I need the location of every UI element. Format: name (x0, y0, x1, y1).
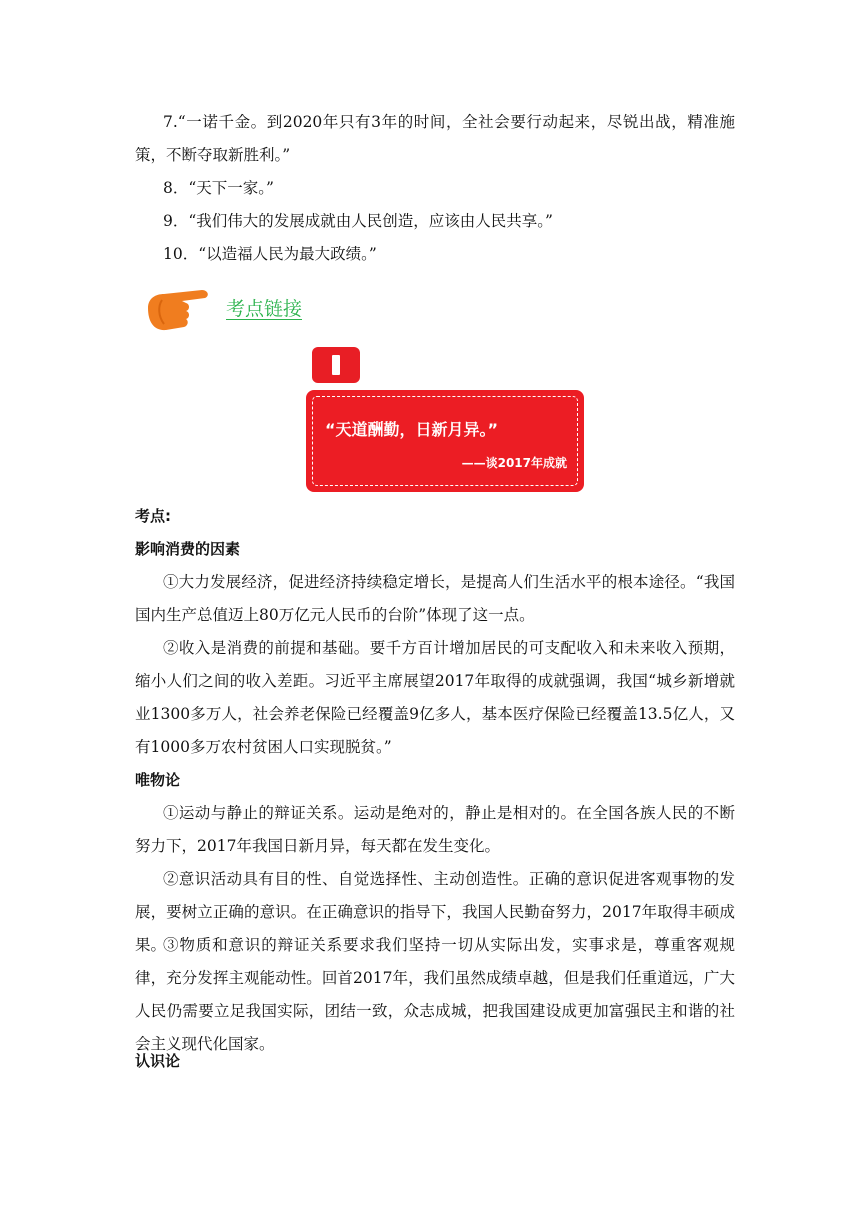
badge-glyph (332, 355, 340, 375)
banner-card (306, 390, 584, 492)
pointing-hand-icon (142, 286, 212, 332)
materialism-point-3: ③物质和意识的辩证关系要求我们坚持一切从实际出发，实事求是，尊重客观规律，充分发挥主观能动性。回首2017年，我们虽然成绩卓越，但是我们任重道远，广大人民仍需要立足我国实际，团结一致，众志成城，把我国建设成更加富强民主和谐的社会主义现代化国家。 (135, 936, 735, 1053)
topic-materialism-title: 唯物论 (135, 771, 181, 789)
banner-dashed-border (312, 396, 578, 486)
quote-10: 10．“以造福人民为最大政绩。” (163, 245, 377, 263)
kaodian-link[interactable]: 考点链接 (226, 298, 303, 320)
quote-7: 7.“一诺千金。到2020年只有3年的时间，全社会要行动起来，尽锐出战，精准施策，不断夺取新胜利。” (135, 113, 735, 164)
kaodian-link-row[interactable] (142, 286, 442, 336)
materialism-point-1: ①运动与静止的辩证关系。运动是绝对的，静止是相对的。在全国各族人民的不断努力下，2017年我国日新月异，每天都在发生变化。 (135, 804, 735, 855)
banner-quote: “天道酬勤，日新月异。” (325, 420, 499, 439)
section-badge (312, 347, 360, 383)
consumption-point-2: ②收入是消费的前提和基础。要千方百计增加居民的可支配收入和未来收入预期，缩小人们之间的收入差距。习近平主席展望2017年取得的成就强调，我国“城乡新增就业1300多万人，社会养老保险已经覆盖9亿多人，基本医疗保险已经覆盖13.5亿人，又有1000多万农村贫困人口实现脱贫。” (135, 639, 735, 756)
quote-8: 8．“天下一家。” (163, 179, 274, 197)
topic-consumption-title: 影响消费的因素 (135, 540, 241, 558)
banner-signature: ——谈2017年成就 (461, 456, 567, 470)
kaodian-heading: 考点: (135, 507, 171, 525)
topic-epistemology-title: 认识论 (135, 1052, 181, 1070)
quote-banner (306, 343, 586, 493)
consumption-point-1: ①大力发展经济，促进经济持续稳定增长，是提高人们生活水平的根本途径。“我国国内生产总值迈上80万亿元人民币的台阶”体现了这一点。 (135, 573, 735, 624)
quote-9: 9．“我们伟大的发展成就由人民创造，应该由人民共享。” (163, 212, 553, 230)
materialism-point-2: ②意识活动具有目的性、自觉选择性、主动创造性。正确的意识促进客观事物的发展，要树立正确的意识。在正确意识的指导下，我国人民勤奋努力，2017年取得丰硕成果。 (135, 870, 735, 954)
